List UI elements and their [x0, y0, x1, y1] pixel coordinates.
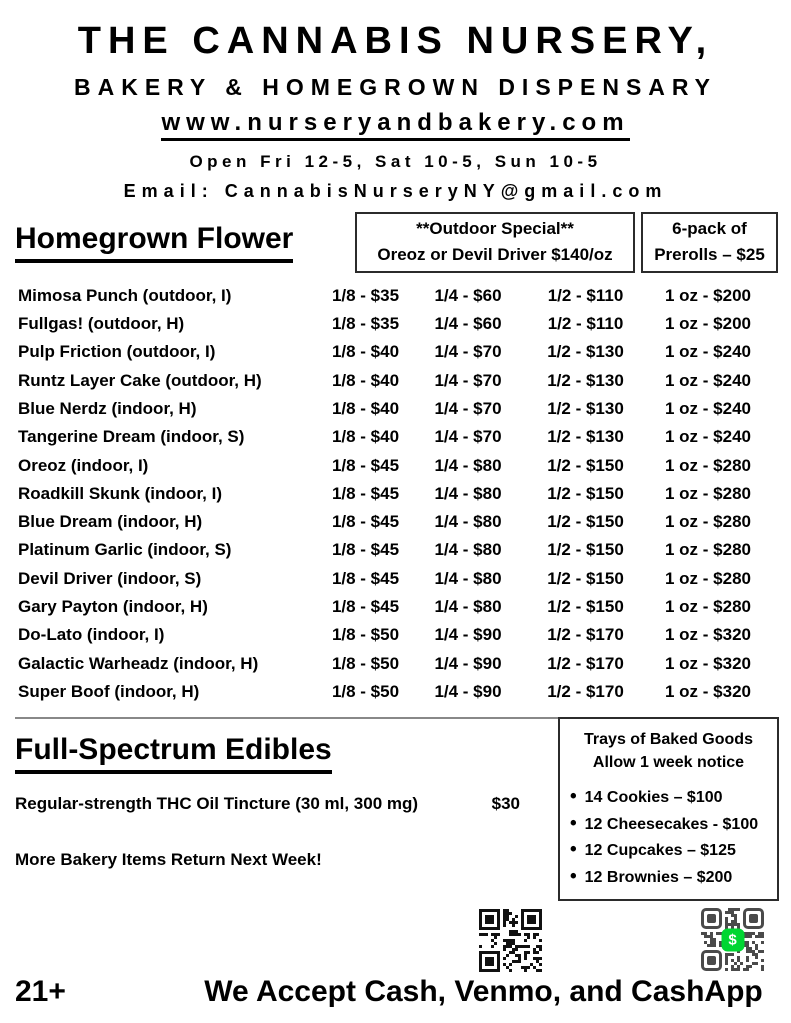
- bullet-icon: •: [570, 812, 577, 834]
- price-ounce: 1 oz - $200: [665, 285, 751, 305]
- price-half: 1/2 - $150: [547, 455, 624, 475]
- table-row: [18, 649, 776, 677]
- store-hours: Open Fri 12-5, Sat 10-5, Sun 10-5: [189, 151, 602, 171]
- price-ounce: 1 oz - $200: [665, 314, 751, 334]
- strain-name: Super Boof (indoor, H): [18, 681, 200, 701]
- price-quarter: 1/4 - $90: [434, 681, 502, 701]
- price-eighth: 1/8 - $40: [331, 342, 400, 362]
- price-ounce: 1 oz - $280: [665, 596, 751, 616]
- strain-name: Tangerine Dream (indoor, S): [18, 427, 245, 447]
- price-eighth: 1/8 - $40: [331, 427, 400, 447]
- price-quarter: 1/4 - $80: [434, 483, 502, 503]
- website-link[interactable]: www.nurseryandbakery.com: [161, 109, 629, 141]
- flower-section-title: [15, 212, 349, 273]
- baked-goods-item: 12 Cheesecakes - $100: [584, 815, 759, 833]
- strain-name: Pulp Friction (outdoor, I): [18, 342, 216, 362]
- strain-name: Blue Nerdz (indoor, H): [18, 398, 197, 418]
- age-restriction-badge: 21+: [15, 975, 66, 1008]
- outdoor-special-box: [355, 212, 635, 273]
- price-ounce: 1 oz - $320: [665, 681, 751, 701]
- flower-section-header: [15, 212, 778, 273]
- price-quarter: 1/4 - $90: [434, 625, 502, 645]
- strain-name: Platinum Garlic (indoor, S): [18, 540, 232, 560]
- price-quarter: 1/4 - $70: [434, 427, 502, 447]
- price-eighth: 1/8 - $45: [331, 596, 400, 616]
- price-half: 1/2 - $130: [547, 370, 624, 390]
- price-half: 1/2 - $150: [547, 596, 624, 616]
- price-quarter: 1/4 - $60: [434, 285, 502, 305]
- bullet-icon: •: [570, 786, 577, 808]
- outdoor-special-line2: Oreoz or Devil Driver $140/oz: [377, 245, 613, 265]
- edibles-section-title: Full-Spectrum Edibles: [15, 733, 332, 774]
- tincture-price: $30: [491, 794, 520, 814]
- table-row: [18, 480, 776, 508]
- table-row: [18, 508, 776, 536]
- price-half: 1/2 - $110: [547, 314, 624, 334]
- strain-name: Oreoz (indoor, I): [18, 455, 149, 475]
- baked-goods-item: 14 Cookies – $100: [584, 789, 723, 807]
- baked-goods-item: 12 Brownies – $200: [584, 868, 733, 886]
- price-half: 1/2 - $130: [547, 342, 624, 362]
- strain-name: Blue Dream (indoor, H): [18, 512, 203, 532]
- price-eighth: 1/8 - $50: [331, 653, 400, 673]
- price-quarter: 1/4 - $70: [434, 398, 502, 418]
- price-half: 1/2 - $170: [547, 625, 624, 645]
- price-ounce: 1 oz - $240: [665, 342, 751, 362]
- price-ounce: 1 oz - $280: [665, 512, 751, 532]
- flower-price-table: [18, 282, 776, 706]
- price-ounce: 1 oz - $280: [665, 568, 751, 588]
- bullet-icon: •: [570, 839, 577, 861]
- price-eighth: 1/8 - $45: [331, 512, 400, 532]
- price-eighth: 1/8 - $35: [331, 285, 400, 305]
- baked-goods-item: 12 Cupcakes – $125: [584, 842, 736, 860]
- price-half: 1/2 - $150: [547, 540, 624, 560]
- price-half: 1/2 - $150: [547, 483, 624, 503]
- price-eighth: 1/8 - $45: [331, 455, 400, 475]
- price-eighth: 1/8 - $40: [331, 370, 400, 390]
- strain-name: Runtz Layer Cake (outdoor, H): [18, 370, 262, 390]
- bakery-note: More Bakery Items Return Next Week!: [15, 850, 322, 870]
- list-item: [570, 785, 771, 812]
- strain-name: Roadkill Skunk (indoor, I): [18, 483, 223, 503]
- preroll-special-line1: 6-pack of: [672, 218, 747, 238]
- price-quarter: 1/4 - $80: [434, 455, 502, 475]
- price-eighth: 1/8 - $50: [331, 681, 400, 701]
- price-quarter: 1/4 - $80: [434, 512, 502, 532]
- price-ounce: 1 oz - $320: [665, 625, 751, 645]
- table-row: [18, 338, 776, 366]
- website-row: [0, 109, 791, 141]
- strain-name: Fullgas! (outdoor, H): [18, 314, 185, 334]
- price-eighth: 1/8 - $35: [331, 314, 400, 334]
- price-ounce: 1 oz - $240: [665, 427, 751, 447]
- baked-goods-title-line1: Trays of Baked Goods: [584, 731, 753, 748]
- outdoor-special-line1: **Outdoor Special**: [416, 218, 574, 238]
- price-eighth: 1/8 - $45: [331, 540, 400, 560]
- preroll-special-box: [641, 212, 778, 273]
- table-row: [18, 678, 776, 706]
- strain-name: Do-Lato (indoor, I): [18, 625, 165, 645]
- baked-goods-title: [560, 728, 777, 774]
- table-row: [18, 621, 776, 649]
- price-half: 1/2 - $110: [547, 285, 624, 305]
- payment-qr-code: [479, 909, 542, 972]
- header: [0, 22, 791, 202]
- baked-goods-box: [558, 717, 779, 901]
- list-item: [570, 812, 771, 839]
- strain-name: Mimosa Punch (outdoor, I): [18, 285, 232, 305]
- price-ounce: 1 oz - $280: [665, 455, 751, 475]
- price-ounce: 1 oz - $280: [665, 483, 751, 503]
- strain-name: Devil Driver (indoor, S): [18, 568, 202, 588]
- payment-methods-text: We Accept Cash, Venmo, and CashApp: [204, 975, 763, 1008]
- table-row: [18, 565, 776, 593]
- bullet-icon: •: [570, 865, 577, 887]
- price-ounce: 1 oz - $240: [665, 398, 751, 418]
- price-quarter: 1/4 - $90: [434, 653, 502, 673]
- page-title: THE CANNABIS NURSERY,: [77, 20, 714, 62]
- price-eighth: 1/8 - $45: [331, 568, 400, 588]
- tincture-row: [15, 794, 520, 814]
- price-half: 1/2 - $150: [547, 568, 624, 588]
- price-ounce: 1 oz - $320: [665, 653, 751, 673]
- flower-section-title-text: Homegrown Flower: [15, 222, 293, 263]
- price-eighth: 1/8 - $40: [331, 398, 400, 418]
- cashapp-dollar-icon: $: [721, 928, 744, 951]
- price-eighth: 1/8 - $50: [331, 625, 400, 645]
- price-quarter: 1/4 - $80: [434, 568, 502, 588]
- tincture-name: Regular-strength THC Oil Tincture (30 ml, 300 mg): [15, 794, 419, 814]
- price-half: 1/2 - $130: [547, 398, 624, 418]
- strain-name: Galactic Warheadz (indoor, H): [18, 653, 259, 673]
- baked-goods-title-line2: Allow 1 week notice: [592, 754, 745, 772]
- table-row: [18, 423, 776, 451]
- price-half: 1/2 - $150: [547, 512, 624, 532]
- table-row: [18, 451, 776, 479]
- baked-goods-list: [560, 785, 777, 891]
- price-ounce: 1 oz - $280: [665, 540, 751, 560]
- price-quarter: 1/4 - $70: [434, 370, 502, 390]
- table-row: [18, 395, 776, 423]
- table-row: [18, 366, 776, 394]
- cashapp-qr-code: [701, 908, 764, 971]
- table-row: [18, 282, 776, 310]
- preroll-special-line2: Prerolls – $25: [654, 245, 765, 265]
- page-subtitle: BAKERY & HOMEGROWN DISPENSARY: [73, 73, 718, 100]
- table-row: [18, 310, 776, 338]
- price-quarter: 1/4 - $80: [434, 596, 502, 616]
- price-ounce: 1 oz - $240: [665, 370, 751, 390]
- price-quarter: 1/4 - $60: [434, 314, 502, 334]
- list-item: [570, 865, 771, 892]
- price-eighth: 1/8 - $45: [331, 483, 400, 503]
- strain-name: Gary Payton (indoor, H): [18, 596, 208, 616]
- price-half: 1/2 - $170: [547, 653, 624, 673]
- contact-email: Email: CannabisNurseryNY@gmail.com: [123, 180, 668, 201]
- table-row: [18, 593, 776, 621]
- price-half: 1/2 - $170: [547, 681, 624, 701]
- price-quarter: 1/4 - $70: [434, 342, 502, 362]
- price-quarter: 1/4 - $80: [434, 540, 502, 560]
- price-half: 1/2 - $130: [547, 427, 624, 447]
- table-row: [18, 536, 776, 564]
- list-item: [570, 838, 771, 865]
